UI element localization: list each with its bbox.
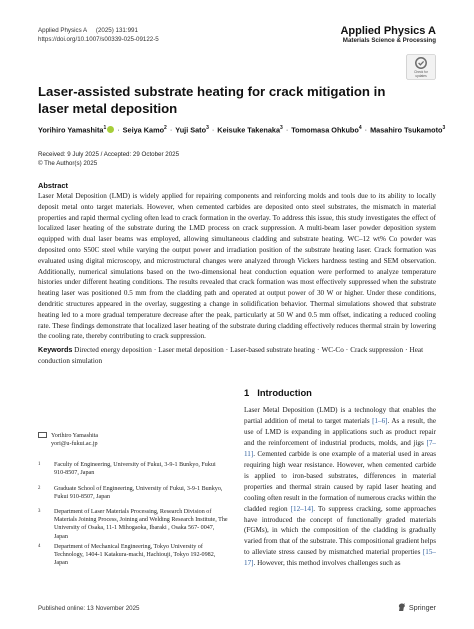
- affiliation-text: Department of Mechanical Engineering, Tokyo University of Technology, 1404-1 Katakura-machi, Hachiouji, Tokyo 192-0982, Japan: [54, 544, 216, 567]
- intro-text-segment: . However, this method involves challenges such as: [253, 559, 401, 568]
- affiliation-4: [38, 543, 228, 568]
- abstract-heading: Abstract: [38, 181, 68, 190]
- journal-subtitle: Materials Science & Processing: [342, 37, 436, 44]
- journal-reference: Applied Physics A: [38, 27, 88, 34]
- affiliation-text: Faculty of Engineering, University of Fukui, 3-9-1 Bunkyo, Fukui 910-8507, Japan: [54, 462, 216, 477]
- intro-text-segment: . Cemented carbide is one example of a material used in areas requiring high wear resistance. However, when cemented carbide is applied to iron-based substrates, differences in material properties and thermal strain caused by rapid laser heating and cooling often result in the formation of numerous cracks within the cladded region: [244, 449, 436, 513]
- citation-link[interactable]: [12–14]: [290, 504, 314, 513]
- section-number: 1: [244, 387, 250, 398]
- orcid-icon[interactable]: [107, 126, 114, 133]
- section-title: Introduction: [257, 387, 312, 398]
- author-affiliation-mark: 3: [280, 125, 283, 131]
- envelope-icon: [38, 432, 47, 438]
- intro-text-segment: . As a result, the use of LMD is expanding in applications such as product repair and the reinforcement of industrial products, molds, and jigs: [244, 416, 436, 447]
- keyword-separator: ·: [153, 346, 157, 354]
- intro-text-segment: Laser Metal Deposition (LMD) is a technology that enables the partial addition of metal to target materials: [244, 406, 436, 425]
- affiliation-number: 1: [38, 462, 41, 467]
- author-name[interactable]: Yuji Sato: [175, 125, 207, 135]
- author-affiliation-mark: 3: [206, 125, 209, 131]
- article-dates: [38, 151, 179, 168]
- running-header: [38, 26, 159, 44]
- author-email[interactable]: yori@u-fukui.ac.jp: [51, 441, 98, 448]
- keyword: Laser metal deposition: [158, 346, 224, 354]
- journal-name: Applied Physics A: [340, 25, 436, 37]
- author-separator: ·: [285, 125, 289, 135]
- publisher-logo: [397, 602, 436, 612]
- journal-logo: [340, 25, 436, 45]
- affiliation-text: Department of Laser Materials Processing, Research Division of Materials Joining Process, Joining and Welding Research Institute, The University of Osaka, 11-1 Mihogaoka, Ibaraki , Osaka 567- 0047, Japan: [54, 509, 228, 540]
- introduction-text: [244, 405, 436, 569]
- check-updates-label-1: Check for: [414, 70, 428, 74]
- check-updates-icon: [406, 54, 436, 80]
- keyword: Crack suppression: [350, 346, 404, 354]
- author-name[interactable]: Seiya Kamo: [122, 125, 165, 135]
- author-separator: ·: [169, 125, 173, 135]
- keywords-label: Keywords: [38, 345, 73, 354]
- author-affiliation-mark: 2: [164, 125, 167, 131]
- affiliation-number: 4: [38, 544, 41, 549]
- affiliation-number: 3: [38, 509, 41, 514]
- check-updates-label-2: updates: [415, 74, 427, 78]
- publisher-name: Springer: [408, 603, 436, 612]
- keyword-separator: ·: [345, 346, 349, 354]
- affiliation-3: [38, 508, 228, 541]
- correspondence: [38, 432, 228, 448]
- citation-link[interactable]: [7–11]: [244, 438, 436, 458]
- citation-link[interactable]: [1–6]: [372, 416, 388, 425]
- keyword: Heat conduction simulation: [38, 346, 424, 365]
- author-name[interactable]: Keisuke Takenaka: [217, 125, 281, 135]
- author-separator: ·: [364, 125, 368, 135]
- received-accepted: Received: 9 July 2025 / Accepted: 29 October 2025: [38, 151, 180, 158]
- affiliation-2: [38, 485, 228, 501]
- affiliation-text: Graduate School of Engineering, University of Fukui, 3-9-1 Bunkyo, Fukui 910-8507, Japan: [54, 486, 223, 501]
- author-name[interactable]: Masahiro Tsukamoto: [370, 125, 443, 135]
- section-heading-introduction: [244, 387, 312, 398]
- paper-title: Laser-assisted substrate heating for crack mitigation in laser metal deposition: [38, 84, 386, 116]
- author-name[interactable]: Tomomasa Ohkubo: [291, 125, 359, 135]
- keyword: WC-Co: [321, 346, 344, 354]
- copyright: © The Author(s) 2025: [38, 159, 98, 167]
- corresponding-author: Yorihiro Yamashita: [51, 433, 99, 439]
- abstract-text: Laser Metal Deposition (LMD) is widely applied for repairing components and reinforcing molds and tools due to its ability to locally deposit metal onto target materials. However, when cemented carbides are deposited onto steel substrates, the mismatch in material properties and rapid thermal cycling often lead to crack formation in the overlay. To address this issue, this study investigates the effect of localized laser heating of the substrate during the LMD process on crack suppression. A multi-beam laser powder deposition system equipped with dual laser beams was employed, allowing simultaneous cladding and substrate heating. WC–12 wt% Co powder was deposited onto S50C steel while varying the output power and irradiation position of the substrate heating laser. Crack formation was evaluated using digital microscopy, and microstructural changes were analyzed through Vickers hardness testing and SEM observation. Additionally, numerical simulations based on the two-dimensional heat conduction equation were performed to analyze temperature histories under different heating conditions. The results revealed that crack formation was most effectively suppressed when the substrate heating laser was positioned 0.5 mm from the cladding path and operated at output power of 30 W or higher. Under these conditions, dendritic structures appeared in the overlay, suggesting a change in solidification behavior. Thermal simulations showed that substrate heating led to a more gradual temperature decrease after the peak, particularly at 50 W and 0.5 mm offset, indicating a reduced cooling rate. These findings demonstrate that localized laser heating of the substrate during cladding effectively reduces thermal strain by lowering the cooling rate, thereby contributing to crack suppression.: [38, 192, 436, 341]
- affiliation-number: 2: [38, 486, 41, 491]
- citation-link[interactable]: [15–17]: [244, 548, 436, 568]
- author-affiliation-mark: 4: [358, 125, 362, 131]
- keyword-separator: ·: [317, 346, 320, 354]
- keyword: Directed energy deposition: [74, 346, 152, 354]
- keyword-separator: ·: [405, 346, 408, 354]
- author-list: [38, 125, 446, 135]
- author-name[interactable]: Yorihiro Yamashita: [38, 125, 104, 135]
- keyword: Laser-based substrate heating: [230, 346, 316, 354]
- author-affiliation-mark: 1: [103, 125, 107, 131]
- year-volume: (2025) 131:991: [95, 27, 138, 34]
- keyword-list: [38, 346, 423, 365]
- author-affiliation-mark: 3: [442, 125, 446, 131]
- doi-link[interactable]: https://doi.org/10.1007/s00339-025-09122-5: [38, 36, 159, 43]
- published-online: Published online: 13 November 2025: [38, 605, 140, 612]
- author-separator: ·: [211, 125, 215, 135]
- affiliation-1: [38, 461, 228, 477]
- check-for-updates-badge[interactable]: [406, 54, 436, 80]
- author-separator: ·: [117, 125, 120, 135]
- intro-text-segment: . To suppress cracking, some approaches have introduced the concept of functionally graded materials (FGMs), in which the composition of the cladding is gradually varied from that of the substrate. This compositional gradient helps to alleviate stress caused by mismatched material properties: [244, 504, 437, 557]
- keyword-separator: ·: [225, 346, 229, 354]
- springer-horse-icon: [397, 602, 406, 612]
- keywords: [38, 345, 436, 367]
